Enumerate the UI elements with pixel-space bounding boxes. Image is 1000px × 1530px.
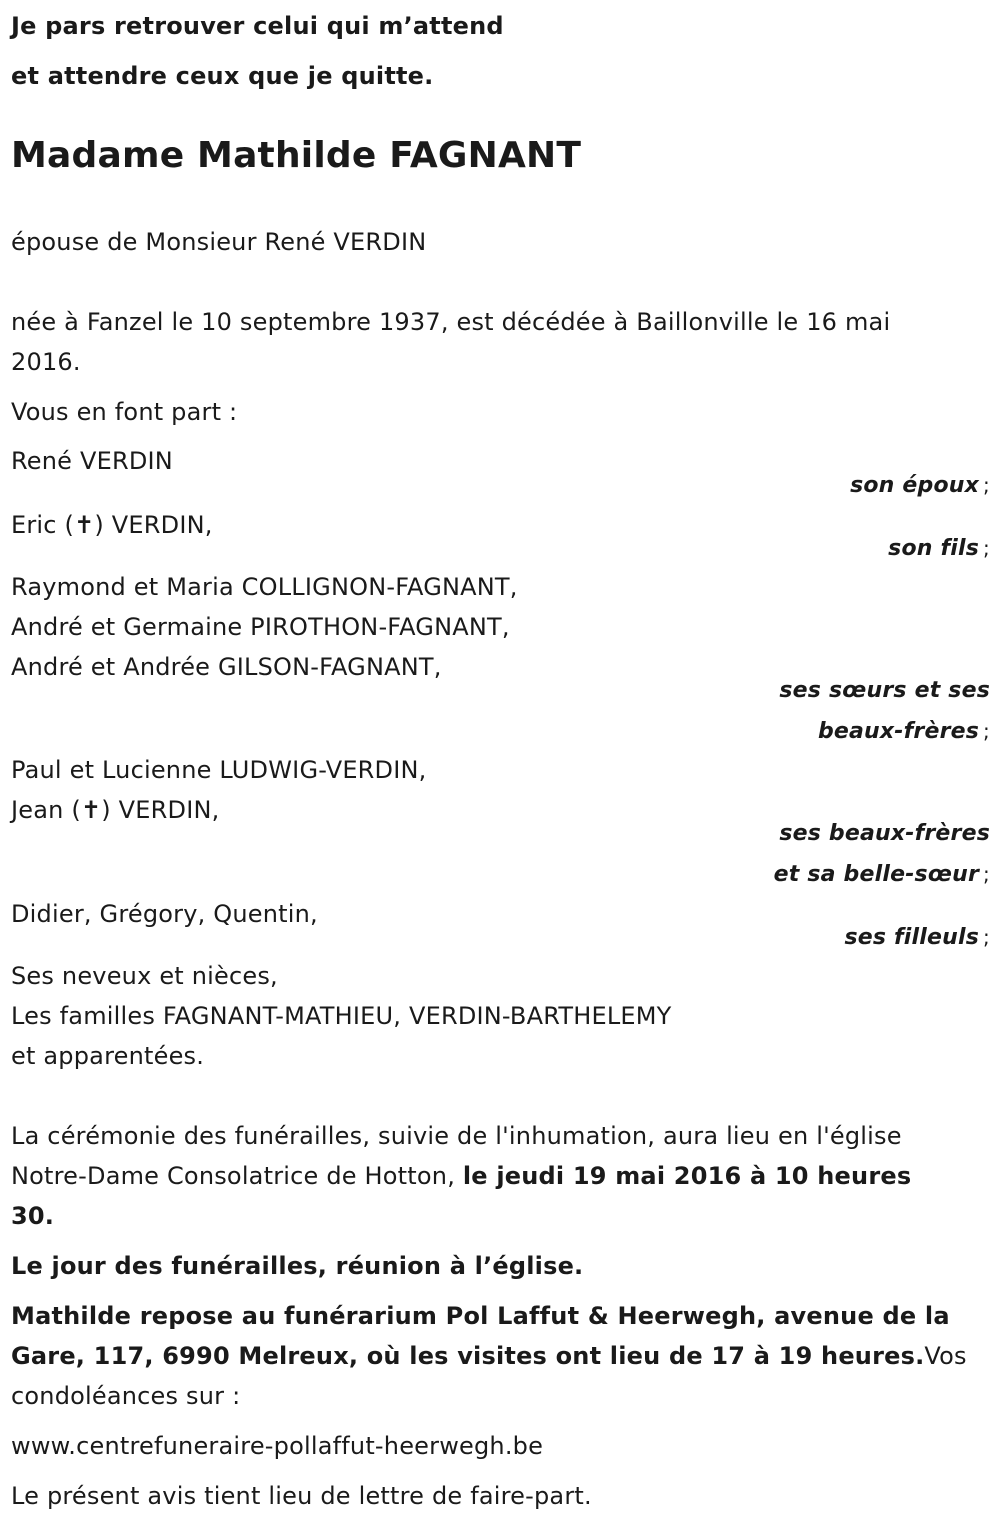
ceremony-line-1: La cérémonie des funérailles, suivie de l'inhumation, aura lieu en l'église	[11, 1122, 902, 1150]
son-role-text: son fils	[888, 536, 980, 561]
sisters-list	[11, 567, 990, 687]
inlaw-entry: Jean (✝) VERDIN,	[11, 796, 220, 824]
inlaws-role-line-2-text: et sa belle-sœur	[773, 862, 980, 887]
meeting-line: Le jour des funérailles, réunion à l’église.	[11, 1252, 584, 1280]
godchildren-names: Didier, Grégory, Quentin,	[11, 900, 318, 928]
ceremony-line-2	[11, 1156, 990, 1196]
separator: ;	[983, 925, 990, 949]
visitation-line-3: condoléances sur :	[11, 1382, 241, 1410]
sister-entry: Raymond et Maria COLLIGNON-FAGNANT,	[11, 573, 518, 601]
separator: ;	[983, 536, 990, 560]
spouse-line: épouse de Monsieur René VERDIN	[11, 228, 427, 256]
son-name: Eric (✝) VERDIN,	[11, 511, 213, 539]
visitation-paragraph	[11, 1296, 990, 1416]
other-relatives-line: Les familles FAGNANT-MATHIEU, VERDIN-BARTHELEMY	[11, 1002, 672, 1030]
other-relatives-line: Ses neveux et nièces,	[11, 962, 278, 990]
ceremony-line-3: 30.	[11, 1202, 55, 1230]
closing-line: Le présent avis tient lieu de lettre de faire-part.	[11, 1482, 592, 1510]
godchildren-role-text: ses filleuls	[844, 925, 980, 950]
condolences-lead: Vos	[924, 1342, 967, 1370]
spouse-role-text: son époux	[850, 473, 980, 498]
inlaw-entry: Paul et Lucienne LUDWIG-VERDIN,	[11, 756, 427, 784]
verse-line-2: et attendre ceux que je quitte.	[11, 62, 434, 90]
separator: ;	[983, 719, 990, 743]
website-link[interactable]: www.centrefuneraire-pollaffut-heerwegh.be	[11, 1432, 544, 1460]
inlaws-role-line-2	[774, 854, 990, 895]
godchildren-role	[844, 917, 990, 958]
verse-line-1: Je pars retrouver celui qui m’attend	[11, 12, 504, 40]
sisters-role-line-2-text: beaux-frères	[817, 719, 980, 744]
birth-death-line-1: née à Fanzel le 10 septembre 1937, est décédée à Baillonville le 16 mai	[11, 308, 891, 336]
separator: ;	[983, 473, 990, 497]
sisters-role-line-2	[779, 711, 990, 752]
inlaws-role-line-1: ses beaux-frères	[779, 821, 990, 846]
birth-death-paragraph	[11, 302, 990, 382]
spouse-name: René VERDIN	[11, 447, 173, 475]
sisters-role-line-1: ses sœurs et ses	[779, 678, 990, 703]
other-relatives-line: et apparentées.	[11, 1042, 205, 1070]
birth-death-line-2: 2016.	[11, 348, 81, 376]
other-relatives	[11, 956, 990, 1076]
inlaws-role	[774, 814, 990, 895]
sisters-role	[779, 671, 990, 752]
sister-entry: André et Andrée GILSON-FAGNANT,	[11, 653, 442, 681]
deceased-name: Madame Mathilde FAGNANT	[11, 135, 582, 176]
ceremony-date: le jeudi 19 mai 2016 à 10 heures	[462, 1162, 912, 1190]
announce-line: Vous en font part :	[11, 398, 238, 426]
visitation-line-2	[11, 1336, 990, 1376]
ceremony-paragraph	[11, 1116, 990, 1236]
spouse-role	[850, 465, 990, 506]
sister-entry: André et Germaine PIROTHON-FAGNANT,	[11, 613, 510, 641]
visitation-line-1: Mathilde repose au funérarium Pol Laffut & Heerwegh, avenue de la	[11, 1302, 950, 1330]
visitation-hours: Gare, 117, 6990 Melreux, où les visites ont lieu de 17 à 19 heures.	[11, 1342, 925, 1370]
son-role	[888, 528, 990, 569]
ceremony-place: Notre-Dame Consolatrice de Hotton,	[11, 1162, 463, 1190]
separator: ;	[983, 862, 990, 886]
